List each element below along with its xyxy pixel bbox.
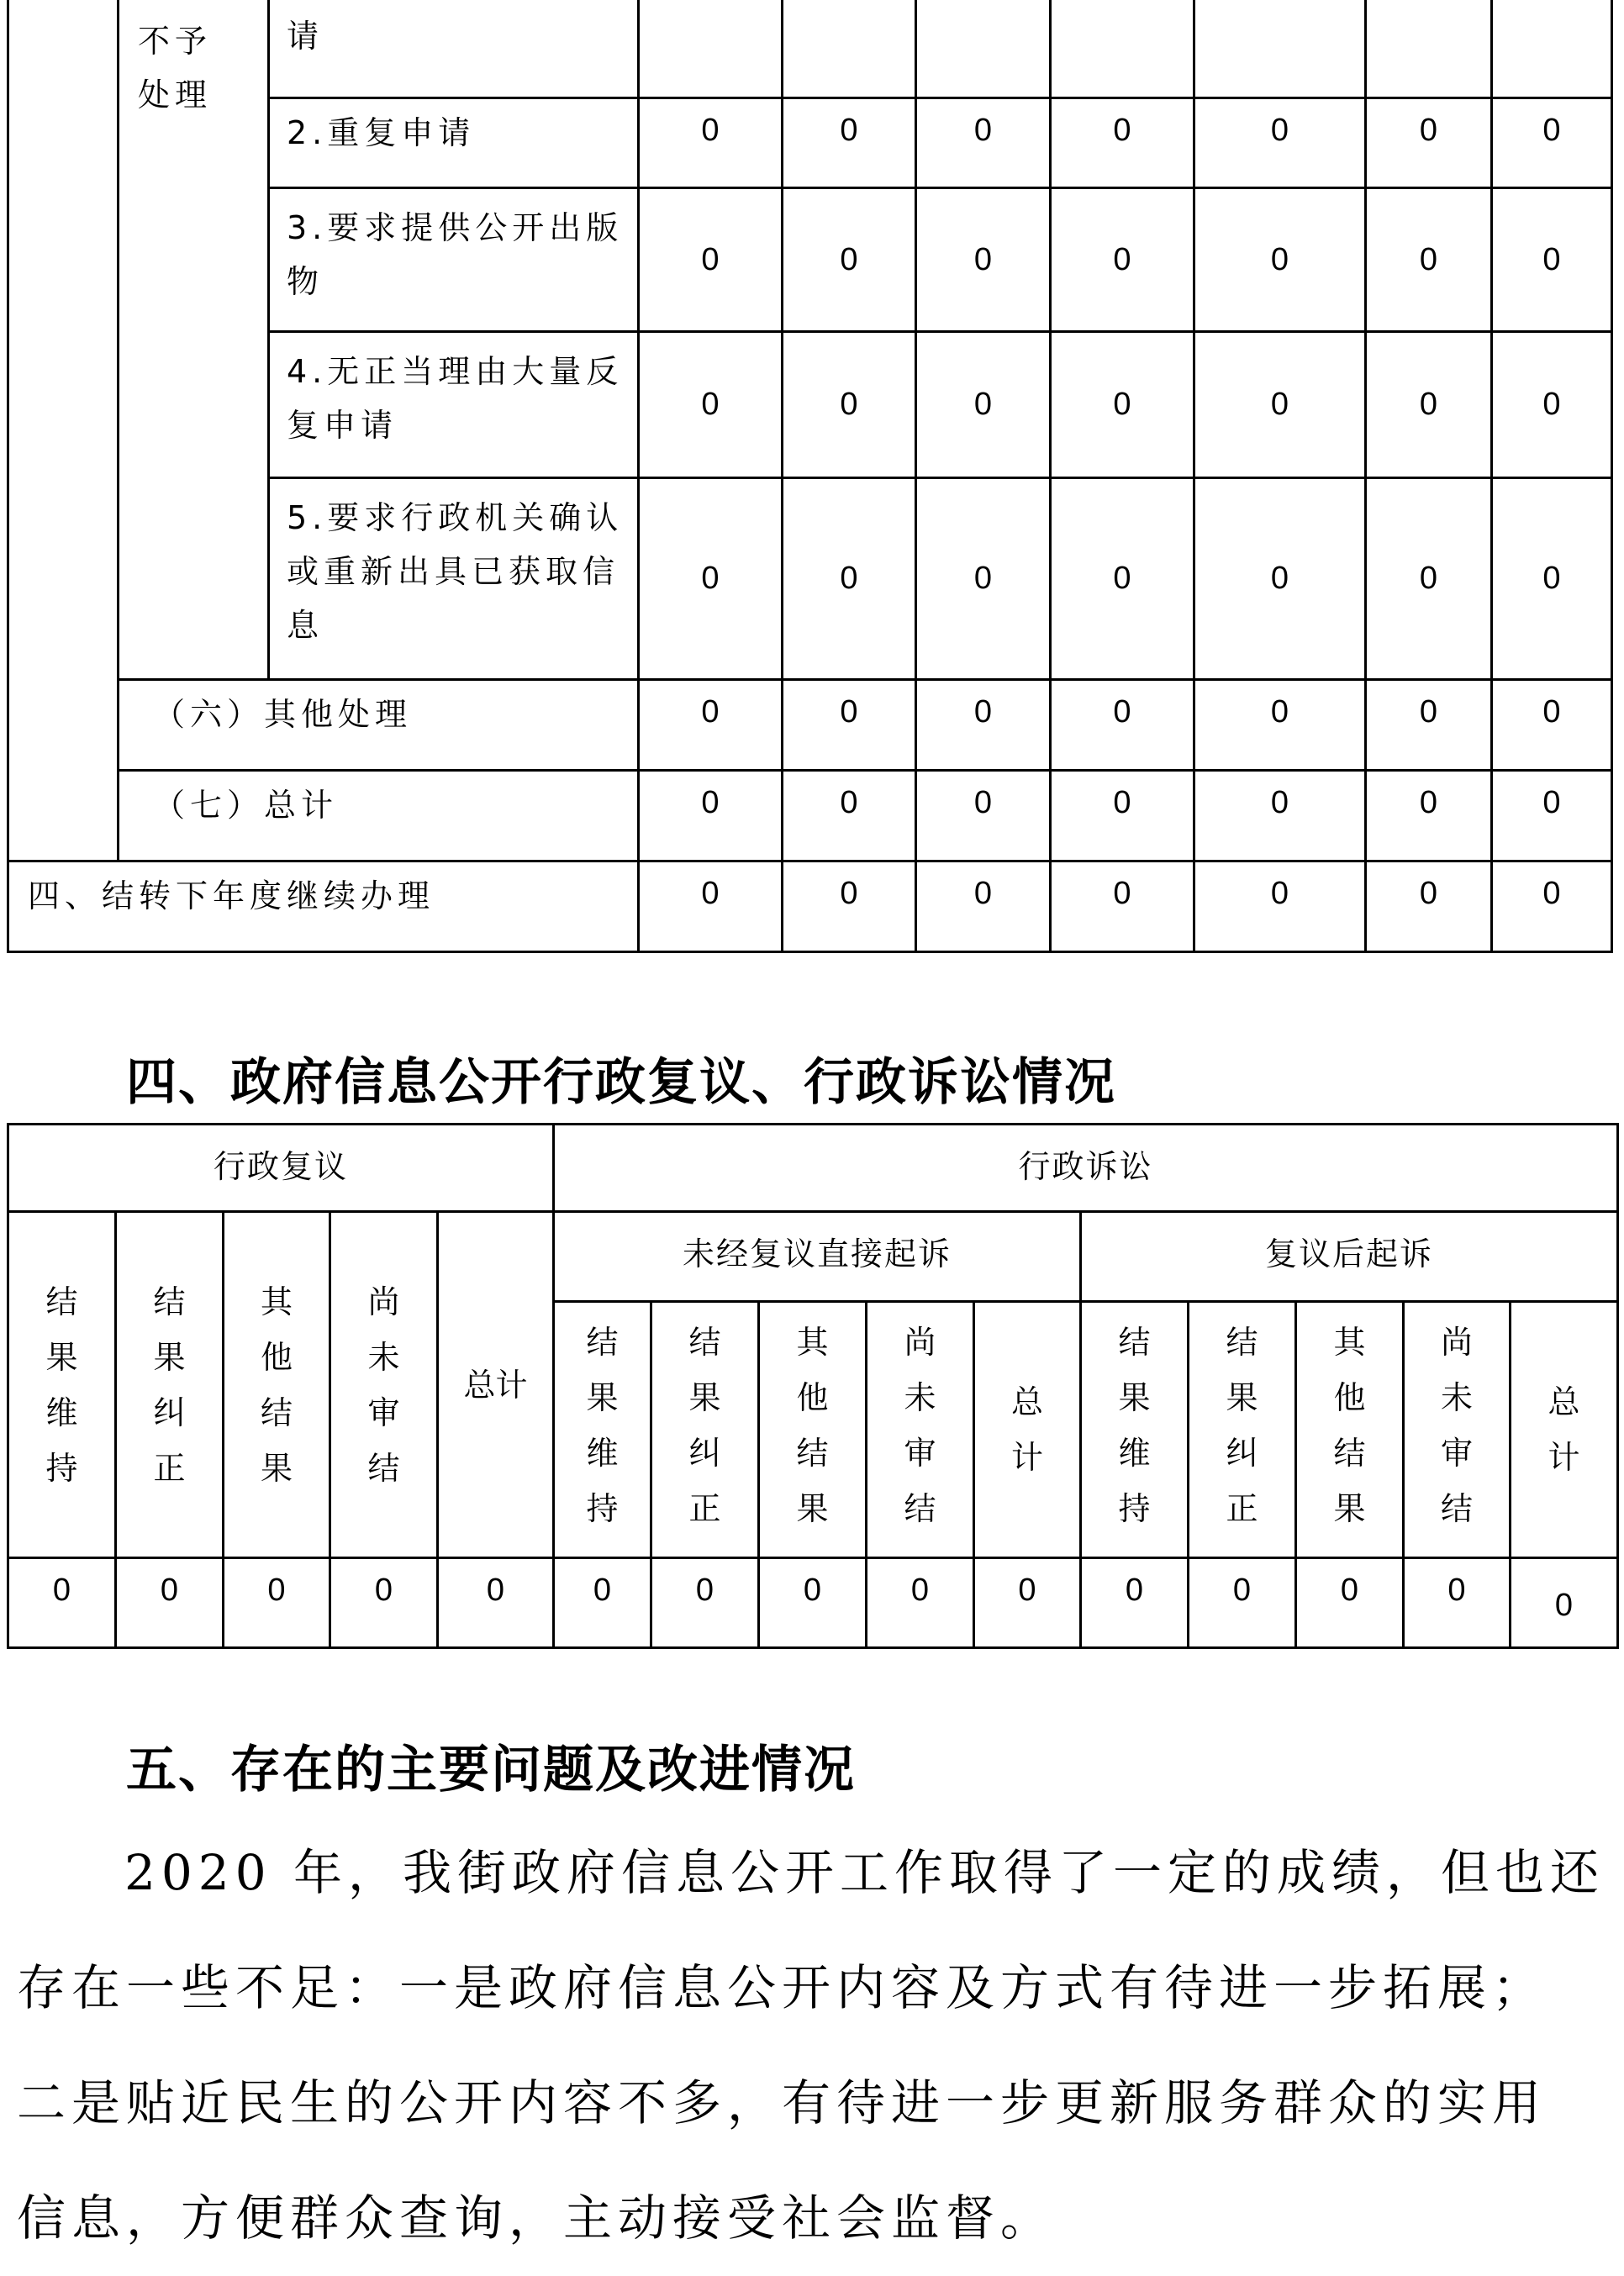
col-label: 结果维持 — [586, 1324, 619, 1527]
cell: 0 — [1051, 188, 1194, 332]
review-header: 行政复议 — [8, 1125, 554, 1212]
col-after-corrected — [1189, 1302, 1296, 1558]
value-cell: 0 — [116, 1558, 224, 1648]
cell: 0 — [1492, 188, 1612, 332]
col-label: 尚未审结 — [367, 1283, 400, 1487]
outer-left-cell — [8, 0, 119, 861]
row-label: （六）其他处理 — [119, 680, 639, 771]
value-cell: 0 — [1296, 1558, 1404, 1648]
cell: 0 — [639, 188, 783, 332]
cell: 0 — [639, 332, 783, 478]
value-cell: 0 — [554, 1558, 651, 1648]
cell: 0 — [916, 771, 1051, 861]
paragraph-line: 2020 年，我街政府信息公开工作取得了一定的成绩，但也还 — [124, 1844, 1606, 1901]
cell: 0 — [639, 771, 783, 861]
cell: 0 — [639, 680, 783, 771]
paragraph-line: 信息，方便群众查询，主动接受社会监督。 — [17, 2189, 1056, 2247]
direct-suit-header: 未经复议直接起诉 — [554, 1212, 1081, 1302]
col-label: 尚未审结 — [904, 1324, 936, 1527]
litigation-header: 行政诉讼 — [554, 1125, 1618, 1212]
col-direct-pending — [867, 1302, 974, 1558]
col-label: 结果维持 — [1118, 1324, 1151, 1527]
cell — [783, 0, 916, 98]
cell: 0 — [1194, 680, 1366, 771]
value-cell: 0 — [438, 1558, 554, 1648]
cell: 0 — [783, 771, 916, 861]
col-label: 结果纠正 — [153, 1283, 186, 1487]
cell: 0 — [783, 188, 916, 332]
col-direct-corrected — [651, 1302, 759, 1558]
col-review-upheld — [8, 1212, 116, 1558]
after-review-header: 复议后起诉 — [1081, 1212, 1618, 1302]
cell: 0 — [639, 478, 783, 680]
cell: 0 — [1492, 478, 1612, 680]
value-cell: 0 — [651, 1558, 759, 1648]
value-cell: 0 — [1081, 1558, 1189, 1648]
group-label-cell — [119, 0, 269, 680]
value-cell: 0 — [759, 1558, 867, 1648]
cell: 0 — [1051, 861, 1194, 952]
cell: 0 — [1366, 478, 1492, 680]
col-after-other — [1296, 1302, 1404, 1558]
col-review-corrected — [116, 1212, 224, 1558]
cell: 0 — [1366, 332, 1492, 478]
cell: 0 — [1051, 332, 1194, 478]
col-review-pending — [330, 1212, 438, 1558]
col-label: 总计 — [1010, 1383, 1043, 1476]
row-label: 四、结转下年度继续办理 — [8, 861, 639, 952]
cell: 0 — [1366, 771, 1492, 861]
col-label: 结果纠正 — [688, 1324, 721, 1527]
row-label: 请 — [269, 0, 639, 98]
cell — [1492, 0, 1612, 98]
col-review-total — [438, 1212, 554, 1558]
col-label: 总计 — [1548, 1383, 1580, 1476]
paragraph-line: 存在一些不足：一是政府信息公开内容及方式有待进一步拓展； — [17, 1959, 1548, 2016]
cell — [639, 0, 783, 98]
cell: 0 — [1194, 861, 1366, 952]
col-label: 尚未审结 — [1440, 1324, 1473, 1527]
cell: 0 — [783, 478, 916, 680]
col-direct-total — [974, 1302, 1081, 1558]
cell: 0 — [1194, 188, 1366, 332]
cell — [1366, 0, 1492, 98]
paragraph-line: 二是贴近民生的公开内容不多，有待进一步更新服务群众的实用 — [17, 2074, 1548, 2131]
col-after-upheld — [1081, 1302, 1189, 1558]
value-cell: 0 — [1404, 1558, 1511, 1648]
cell: 0 — [783, 332, 916, 478]
cell: 0 — [916, 680, 1051, 771]
col-review-other — [224, 1212, 330, 1558]
group-label: 不予处理 — [138, 23, 213, 113]
cell: 0 — [1051, 98, 1194, 188]
col-after-total — [1511, 1302, 1618, 1558]
cell: 0 — [1492, 98, 1612, 188]
cell: 0 — [1366, 861, 1492, 952]
cell: 0 — [639, 98, 783, 188]
col-label: 总计 — [463, 1366, 528, 1404]
row-label: 2.重复申请 — [269, 98, 639, 188]
value-cell: 0 — [1189, 1558, 1296, 1648]
cell: 0 — [1492, 771, 1612, 861]
cell: 0 — [1194, 771, 1366, 861]
cell: 0 — [916, 98, 1051, 188]
cell: 0 — [1194, 478, 1366, 680]
cell: 0 — [1194, 332, 1366, 478]
value-cell: 0 — [224, 1558, 330, 1648]
col-label: 结果纠正 — [1226, 1324, 1258, 1527]
cell: 0 — [783, 680, 916, 771]
cell: 0 — [1366, 188, 1492, 332]
cell — [1051, 0, 1194, 98]
disposition-table — [7, 0, 1613, 953]
cell: 0 — [783, 861, 916, 952]
cell: 0 — [783, 98, 916, 188]
row-label: （七）总计 — [119, 771, 639, 861]
row-label: 4.无正当理由大量反复申请 — [269, 332, 639, 478]
cell: 0 — [1051, 771, 1194, 861]
col-direct-upheld — [554, 1302, 651, 1558]
row-label: 3.要求提供公开出版物 — [269, 188, 639, 332]
col-after-pending — [1404, 1302, 1511, 1558]
value-cell: 0 — [1511, 1558, 1618, 1648]
cell: 0 — [639, 861, 783, 952]
col-label: 其他结果 — [260, 1283, 293, 1487]
col-label: 其他结果 — [796, 1324, 829, 1527]
value-cell: 0 — [867, 1558, 974, 1648]
cell: 0 — [916, 332, 1051, 478]
cell — [1194, 0, 1366, 98]
section-5-heading: 五、存在的主要问题及改进情况 — [126, 1741, 856, 1799]
cell: 0 — [1366, 680, 1492, 771]
review-litigation-table — [7, 1123, 1619, 1649]
cell: 0 — [1492, 680, 1612, 771]
section-5-paragraph — [17, 1815, 1614, 2276]
col-direct-other — [759, 1302, 867, 1558]
cell: 0 — [1492, 332, 1612, 478]
cell: 0 — [916, 188, 1051, 332]
value-cell: 0 — [8, 1558, 116, 1648]
cell: 0 — [916, 478, 1051, 680]
row-label: 5.要求行政机关确认或重新出具已获取信息 — [269, 478, 639, 680]
cell: 0 — [1492, 861, 1612, 952]
cell: 0 — [916, 861, 1051, 952]
value-cell: 0 — [974, 1558, 1081, 1648]
col-label: 其他结果 — [1333, 1324, 1366, 1527]
cell: 0 — [1194, 98, 1366, 188]
value-cell: 0 — [330, 1558, 438, 1648]
cell: 0 — [1051, 478, 1194, 680]
section-4-heading: 四、政府信息公开行政复议、行政诉讼情况 — [126, 1053, 1116, 1112]
col-label: 结果维持 — [45, 1283, 78, 1487]
cell — [916, 0, 1051, 98]
cell: 0 — [1051, 680, 1194, 771]
cell: 0 — [1366, 98, 1492, 188]
